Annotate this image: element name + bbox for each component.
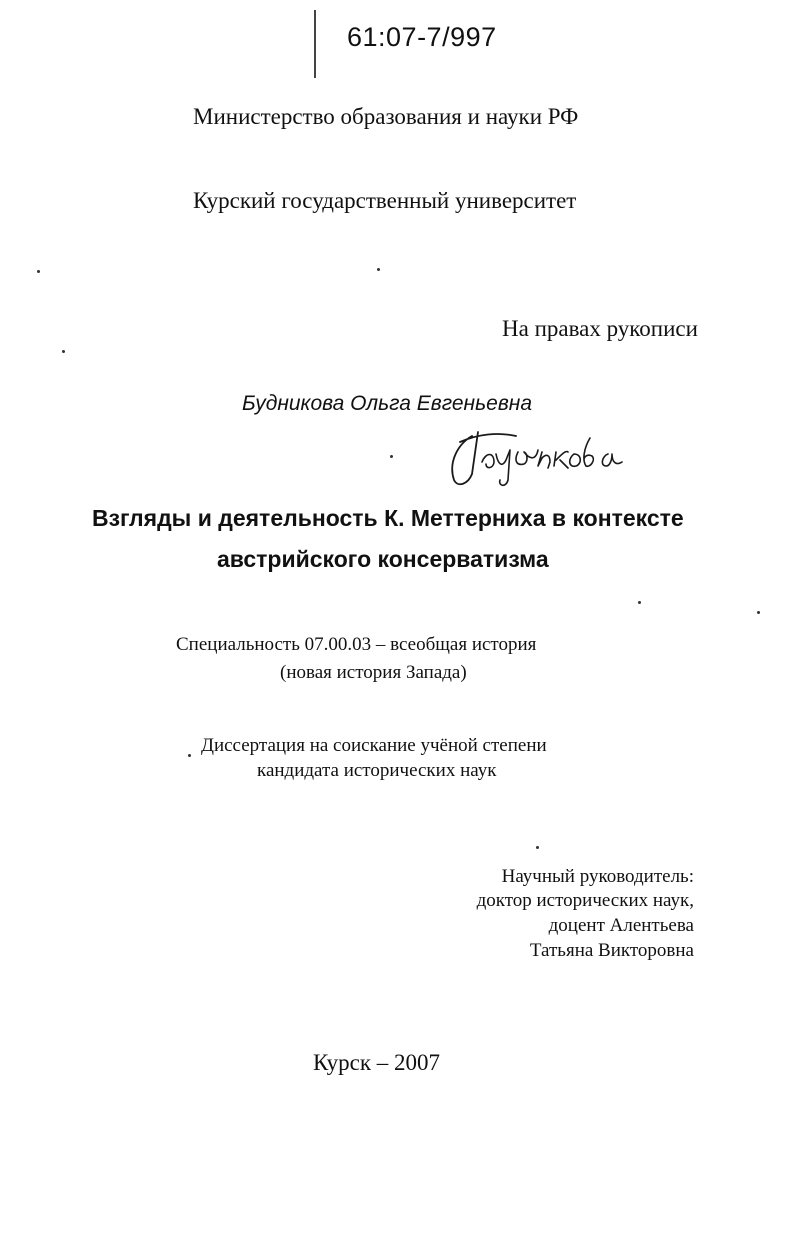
archive-code: 61:07-7/997 [347,22,497,52]
dissertation-title-line-2: австрийского консерватизма [217,546,549,572]
degree-line-1: Диссертация на соискание учёной степени [201,735,547,756]
ministry-name: Министерство образования и науки РФ [193,104,579,129]
scan-speck [638,601,641,604]
scan-speck [390,455,393,458]
scan-artifact-line [314,10,316,78]
specialty-line-1: Специальность 07.00.03 – всеобщая история [176,634,537,655]
supervisor-degree: доктор исторических наук, [476,890,694,911]
scan-speck [757,611,760,614]
dissertation-title-line-1: Взгляды и деятельность К. Меттерниха в контексте [92,505,684,531]
scan-speck [536,846,539,849]
scan-speck [37,270,40,273]
author-signature [438,422,638,492]
scan-speck [62,350,65,353]
university-name: Курский государственный университет [193,188,577,213]
specialty-line-2: (новая история Запада) [280,662,467,683]
degree-line-2: кандидата исторических наук [257,760,497,781]
supervisor-label: Научный руководитель: [501,866,694,887]
supervisor-position-name: доцент Алентьева [548,915,694,936]
manuscript-rights-note: На правах рукописи [502,316,698,341]
supervisor-name-rest: Татьяна Викторовна [529,940,694,961]
city-year: Курск – 2007 [313,1050,440,1075]
scan-speck [377,268,380,271]
author-name: Будникова Ольга Евгеньевна [242,392,533,415]
scan-speck [188,754,191,757]
